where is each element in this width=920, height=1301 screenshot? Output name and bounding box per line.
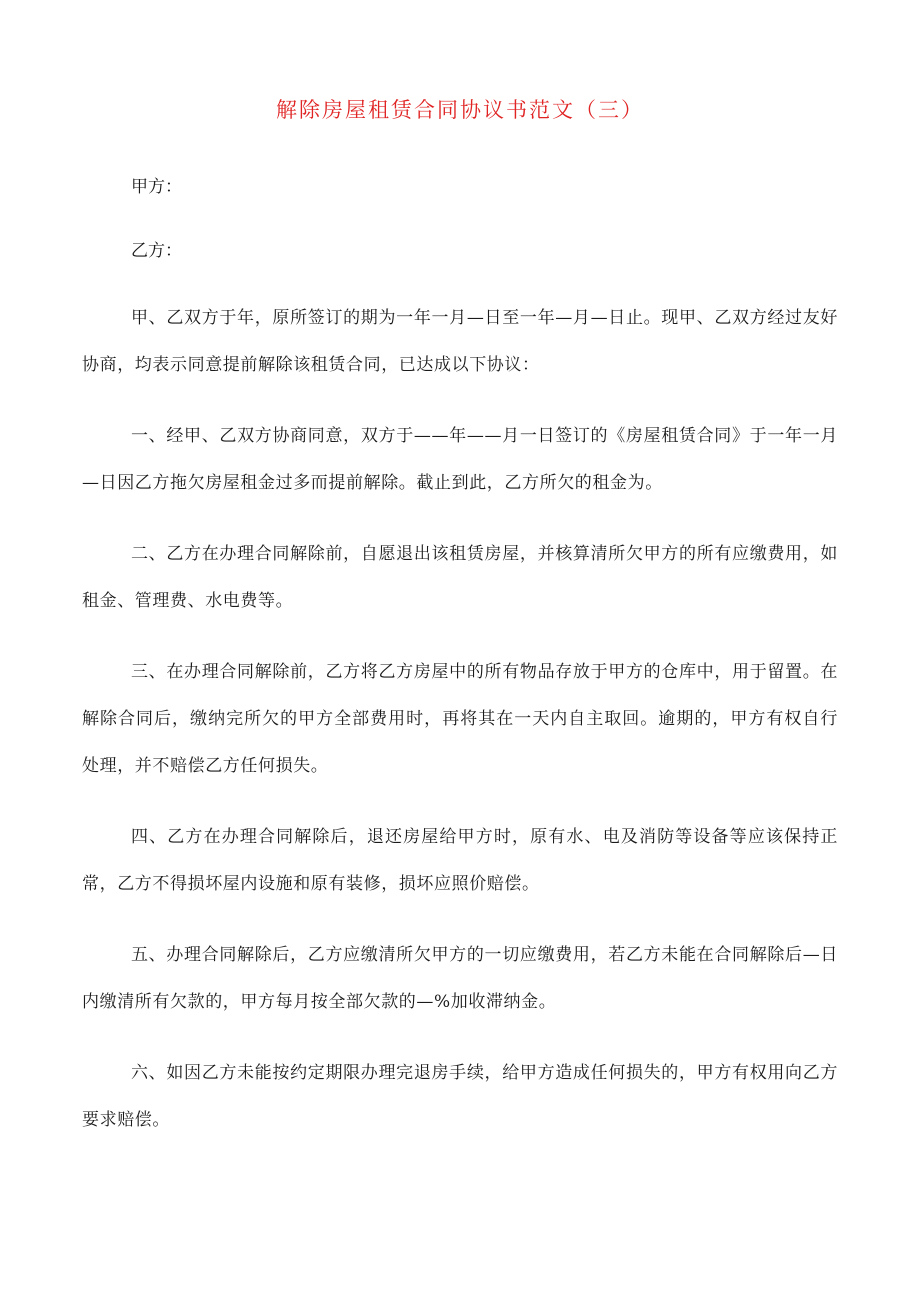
- paragraph-clause-2: 二、乙方在办理合同解除前，自愿退出该租赁房屋，并核算清所欠甲方的所有应缴费用，如租金、管理费、水电费等。: [82, 544, 838, 611]
- paragraph-clause-3: 三、在办理合同解除前，乙方将乙方房屋中的所有物品存放于甲方的仓库中，用于留置。在解除合同后，缴纳完所欠的甲方全部费用时，再将其在一天内自主取回。逾期的，甲方有权自行处理，并不赔偿乙方任何损失。: [82, 662, 838, 776]
- paragraph-intro: 甲、乙双方于年，原所签订的期为一年一月—日至一年—月—日止。现甲、乙双方经过友好协商，均表示同意提前解除该租赁合同，已达成以下协议：: [82, 308, 838, 375]
- paragraph-clause-4: 四、乙方在办理合同解除后，退还房屋给甲方时，原有水、电及消防等设备等应该保持正常，乙方不得损坏屋内设施和原有装修，损坏应照价赔偿。: [82, 827, 838, 894]
- paragraph-clause-6: 六、如因乙方未能按约定期限办理完退房手续，给甲方造成任何损失的，甲方有权用向乙方要求赔偿。: [82, 1063, 838, 1130]
- party-b-label: 乙方：: [131, 241, 182, 261]
- paragraph-clause-1: 一、经甲、乙双方协商同意，双方于——年——月一日签订的《房屋租赁合同》于一年一月—日因乙方拖欠房屋租金过多而提前解除。截止到此，乙方所欠的租金为。: [82, 426, 838, 493]
- party-a-label: 甲方：: [131, 177, 182, 197]
- paragraph-clause-5: 五、办理合同解除后，乙方应缴清所欠甲方的一切应缴费用，若乙方未能在合同解除后—日内缴清所有欠款的，甲方每月按全部欠款的—%加收滞纳金。: [82, 945, 838, 1012]
- document-title: 解除房屋租赁合同协议书范文（三）: [276, 98, 644, 122]
